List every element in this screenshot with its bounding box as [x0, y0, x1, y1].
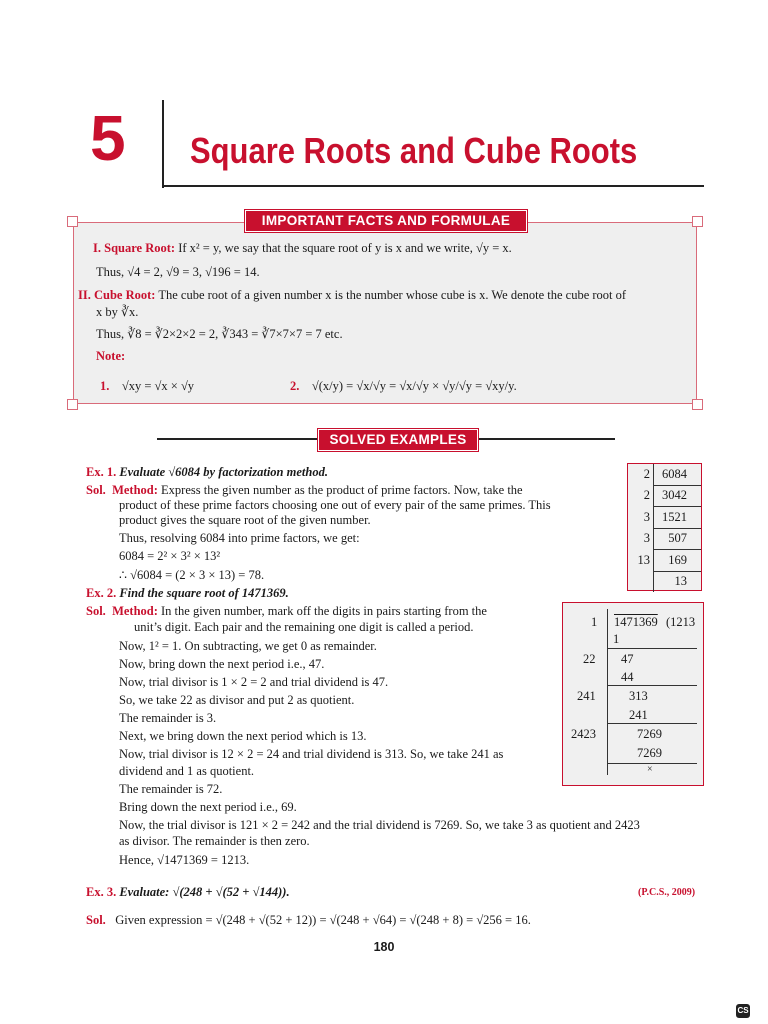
factor-divisor: 3 — [628, 507, 654, 529]
ex2-text: Now, trial divisor is 12 × 2 = 24 and trial dividend is 313. So, we take 241 as — [119, 747, 504, 761]
ex3-label: Ex. 3. — [86, 885, 117, 899]
cube-root-definition: The cube root of a given number x is the number whose cube is x. We denote the cube root of — [158, 288, 627, 302]
corner-ornament — [692, 399, 703, 410]
ex2-sol-label: Sol. — [86, 604, 106, 618]
factor-number: 13 — [674, 574, 687, 589]
ex1-solution-line1 — [86, 482, 523, 498]
ex2-text: dividend and 1 as quotient. — [119, 764, 255, 778]
factor-divisor: 2 — [628, 485, 654, 507]
factor-divisor: 2 — [628, 464, 654, 485]
division-divisor: 1 — [591, 615, 598, 629]
division-divisor: 2423 — [571, 727, 596, 741]
ex1-equation: 6084 = 2² × 3² × 13² — [119, 549, 221, 563]
division-step: 7269 — [637, 746, 662, 760]
ex3-question — [86, 884, 290, 900]
chapter-title: Square Roots and Cube Roots — [190, 130, 638, 171]
ex1-label: Ex. 1. — [86, 465, 117, 479]
cube-root-heading: II. Cube Root: — [78, 288, 156, 302]
division-step: 47 — [621, 652, 634, 666]
ex1-result: ∴ √6084 = (2 × 3 × 13) = 78. — [119, 568, 265, 582]
ex2-method-label: Method: — [112, 604, 158, 618]
factorization-table — [627, 463, 702, 591]
division-rule — [607, 648, 697, 649]
chapter-number: 5 — [90, 102, 126, 174]
factor-number: 169 — [654, 550, 702, 572]
corner-ornament — [67, 399, 78, 410]
note-1 — [100, 378, 194, 394]
division-rule — [607, 685, 697, 686]
page-number: 180 — [373, 940, 395, 954]
ex3-sol-label: Sol. — [86, 913, 106, 927]
ex2-solution-line1 — [86, 603, 487, 619]
factor-divisor — [628, 571, 654, 592]
division-divisor: 22 — [583, 652, 596, 666]
ex2-text: The remainder is 72. — [119, 782, 223, 796]
ex2-text: So, we take 22 as divisor and put 2 as quotient. — [119, 693, 355, 707]
square-root-fact — [93, 240, 512, 256]
factor-divisor: 3 — [628, 528, 654, 550]
note-2 — [290, 378, 517, 394]
ex2-text: Now, trial divisor is 1 × 2 = 2 and trial dividend is 47. — [119, 675, 389, 689]
division-step: 313 — [629, 689, 648, 703]
ex2-text: Bring down the next period i.e., 69. — [119, 800, 297, 814]
chapter-divider-horizontal — [162, 185, 704, 187]
ex1-text: Express the given number as the product of prime factors. Now, take the — [161, 483, 523, 497]
ex1-method-label: Method: — [112, 483, 158, 497]
division-step: × — [647, 764, 653, 775]
division-step: 44 — [621, 670, 634, 684]
ex2-text: In the given number, mark off the digits in pairs starting from the — [161, 604, 487, 618]
ex1-question — [86, 464, 328, 480]
division-rule — [607, 723, 697, 724]
ex2-text: Now, 1² = 1. On subtracting, we get 0 as remainder. — [119, 639, 377, 653]
ex1-text: product of these prime factors choosing one out of every pair of the same primes. This — [119, 498, 551, 512]
factor-number: 6084 — [654, 464, 702, 485]
factor-divisor: 13 — [628, 550, 654, 572]
ex3-answer: Given expression = √(248 + √(52 + 12)) = √(248 + √64) = √(248 + 8) = √256 = 16. — [115, 913, 531, 927]
corner-ornament — [67, 216, 78, 227]
ex2-text: Now, bring down the next period i.e., 47. — [119, 657, 325, 671]
corner-ornament — [692, 216, 703, 227]
division-divisor: 241 — [577, 689, 596, 703]
cube-root-fact — [78, 287, 626, 303]
note-1-number: 1. — [100, 379, 110, 393]
cube-root-definition-cont: x by ∛x. — [96, 305, 139, 319]
square-root-examples: Thus, √4 = 2, √9 = 3, √196 = 14. — [96, 265, 260, 279]
note-heading: Note: — [96, 349, 126, 363]
ex3-source: (P.C.S., 2009) — [638, 887, 696, 898]
ex3-question-text: Evaluate: √(248 + √(52 + √144)). — [119, 885, 290, 899]
factor-number: 3042 — [654, 485, 702, 507]
long-division-table — [562, 602, 704, 786]
factor-number: 1521 — [654, 507, 702, 529]
ex2-question — [86, 585, 289, 601]
cube-root-examples: Thus, ∛8 = ∛2×2×2 = 2, ∛343 = ∛7×7×7 = 7 etc. — [96, 327, 343, 341]
ex1-text: product gives the square root of the given number. — [119, 513, 371, 527]
note-2-formula: √(x/y) = √x/√y = √x/√y × √y/√y = √xy/y. — [311, 379, 517, 393]
division-quotient: (1213 — [666, 615, 696, 629]
division-bar — [607, 609, 608, 775]
ex2-label: Ex. 2. — [86, 586, 117, 600]
facts-banner: IMPORTANT FACTS AND FORMULAE — [245, 210, 527, 232]
division-step: 7269 — [637, 727, 662, 741]
square-root-heading: I. Square Root: — [93, 241, 176, 255]
chapter-divider-vertical — [162, 100, 164, 188]
ex2-text: Now, the trial divisor is 121 × 2 = 242 and the trial dividend is 7269. So, we take 3 as quotient and 2423 — [119, 818, 640, 832]
camscanner-badge: CS — [736, 1004, 750, 1018]
ex1-text: Thus, resolving 6084 into prime factors, we get: — [119, 531, 360, 545]
ex2-result: Hence, √1471369 = 1213. — [119, 853, 250, 867]
ex3-solution — [86, 912, 531, 928]
ex1-sol-label: Sol. — [86, 483, 106, 497]
ex2-text: The remainder is 3. — [119, 711, 217, 725]
factor-number: 507 — [654, 528, 702, 550]
note-2-number: 2. — [290, 379, 300, 393]
division-dividend: 1471369 — [614, 615, 658, 629]
ex2-question-text: Find the square root of 1471369. — [119, 586, 289, 600]
note-1-formula: √xy = √x × √y — [121, 379, 195, 393]
ex2-text: as divisor. The remainder is then zero. — [119, 834, 310, 848]
ex2-text: unit’s digit. Each pair and the remaining one digit is called a period. — [134, 620, 474, 634]
division-step: 241 — [629, 708, 648, 722]
division-step: 1 — [613, 632, 620, 646]
ex2-text: Next, we bring down the next period which is 13. — [119, 729, 367, 743]
solved-banner: SOLVED EXAMPLES — [318, 429, 478, 451]
ex1-question-text: Evaluate √6084 by factorization method. — [119, 465, 328, 479]
square-root-definition: If x² = y, we say that the square root of y is x and we write, √y = x. — [178, 241, 512, 255]
